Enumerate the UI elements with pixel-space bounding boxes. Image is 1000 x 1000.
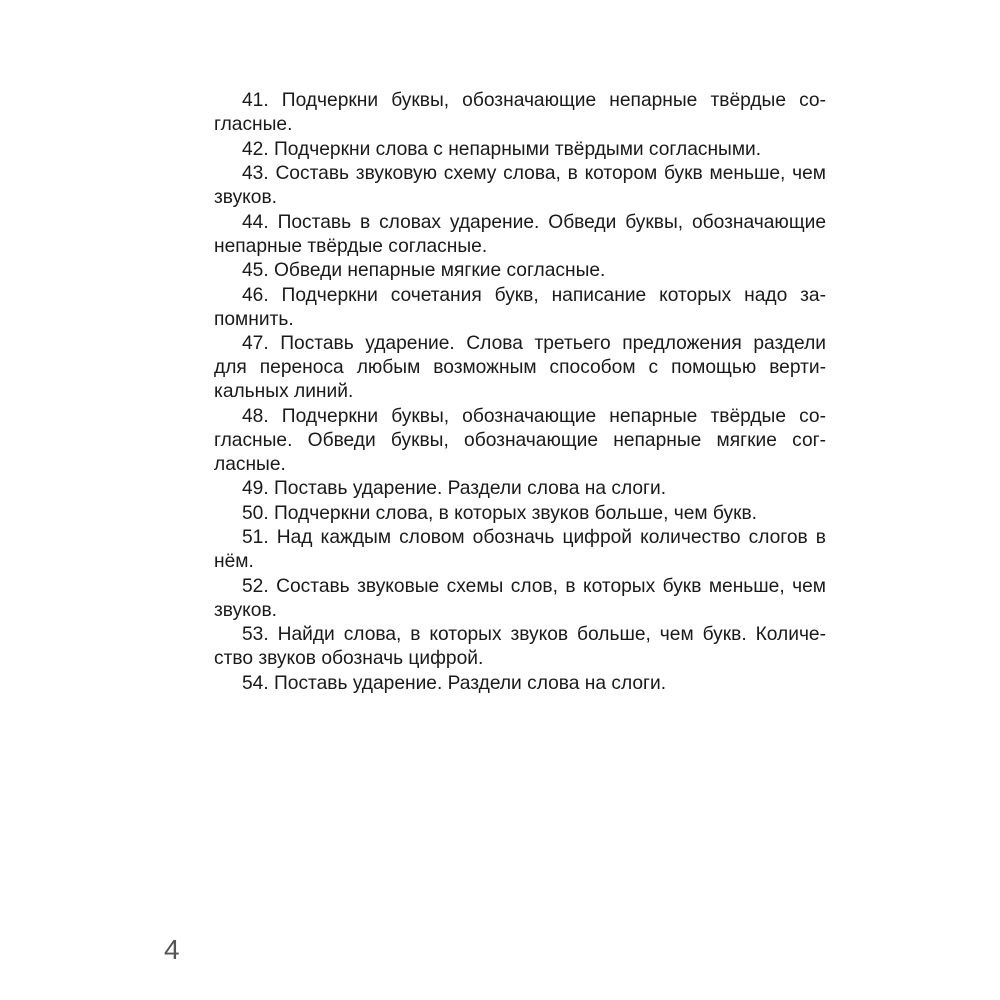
task-44: 44. Поставь в словах ударение. Обведи буквы, обозначающие непарные твёрдые согласные. xyxy=(214,211,826,257)
task-42: 42. Подчеркни слова с непарными твёрдыми согласными. xyxy=(242,138,762,160)
task-53: 53. Найди слова, в которых звуков больше, чем букв. Количе-​ство звуков обозначь цифрой. xyxy=(214,624,826,669)
task-46: 46. Подчеркни сочетания букв, написание которых надо за-​помнить. xyxy=(214,284,826,330)
task-48: 48. Подчеркни буквы, обозначающие непарные твёрдые со-​гласные. Обведи буквы, обозначающие непарные мягкие сог-​ласные. xyxy=(214,405,826,475)
task-51: 51. Над каждым словом обозначь цифрой количество слогов в нём. xyxy=(214,527,826,572)
task-47: 47. Поставь ударение. Слова третьего предложения раздели для переноса любым возможным способом с помощью верти-​кальных линий. xyxy=(214,333,826,402)
task-49: 49. Поставь ударение. Раздели слова на слоги. xyxy=(242,478,667,499)
task-list xyxy=(214,89,826,696)
task-41: 41. Подчеркни буквы, обозначающие непарные твёрдые со-​гласные. xyxy=(214,90,826,135)
task-52: 52. Составь звуковые схемы слов, в которых букв меньше, чем звуков. xyxy=(214,575,826,621)
page-number: 4 xyxy=(164,934,180,965)
task-54: 54. Поставь ударение. Раздели слова на слоги. xyxy=(242,672,667,694)
task-45: 45. Обведи непарные мягкие согласные. xyxy=(242,260,606,281)
task-50: 50. Подчеркни слова, в которых звуков больше, чем букв. xyxy=(242,502,758,524)
task-43: 43. Составь звуковую схему слова, в котором букв меньше, чем звуков. xyxy=(214,163,826,208)
